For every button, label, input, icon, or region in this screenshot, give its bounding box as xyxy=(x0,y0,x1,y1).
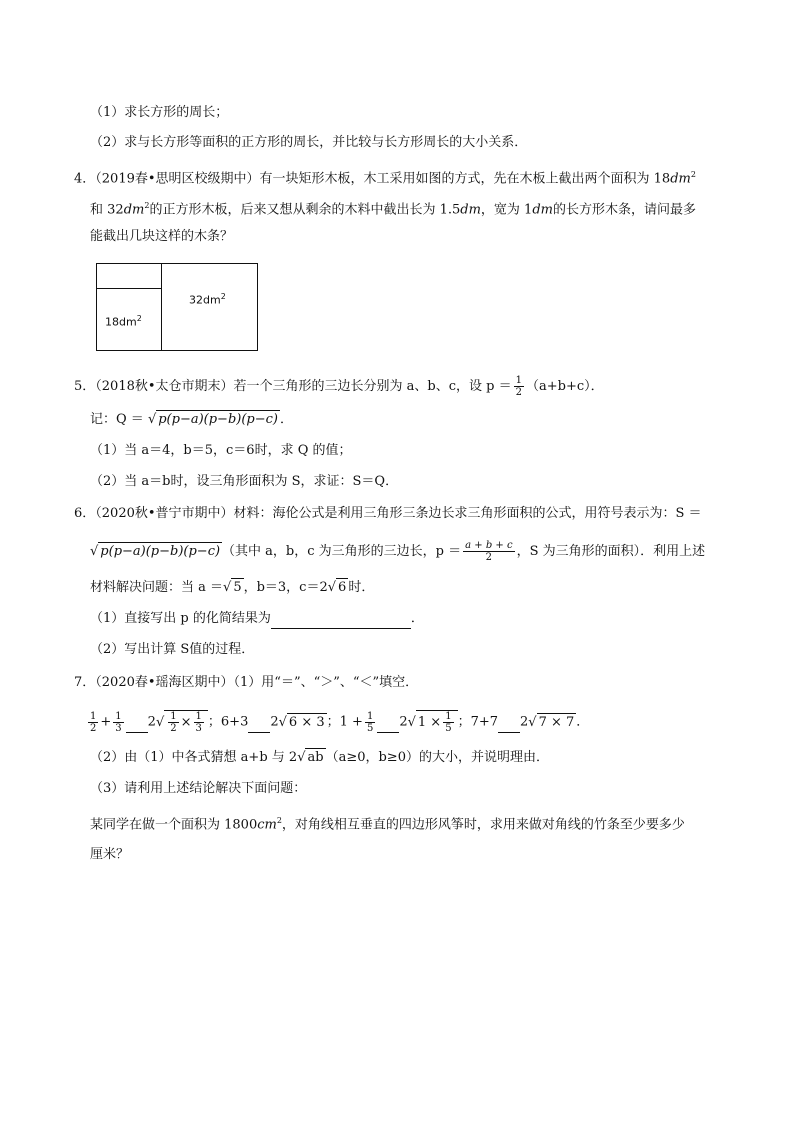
compare-blank-1[interactable] xyxy=(126,714,148,733)
fraction-half: $\frac{1}{2}$ xyxy=(515,375,522,398)
coef-2: 2 xyxy=(147,714,156,730)
sqrt-expr-4: √ 7 × 7 xyxy=(528,714,575,730)
q6-part1 xyxy=(90,610,424,629)
plus-sign: + xyxy=(100,714,112,730)
sqrt-expr-2: √ 6 × 3 xyxy=(278,714,325,730)
q4-text-d: ，宽为 1 xyxy=(480,202,533,218)
expr-4-left: 7+7 xyxy=(470,714,499,730)
q6-text-c: 材料解决问题：当 a ＝ xyxy=(90,580,224,595)
q6-text-e: 时． xyxy=(348,580,375,595)
q5-line2 xyxy=(90,410,293,429)
expr-2-left: 6+3 xyxy=(220,714,249,730)
q3-part2: （2）求与长方形等面积的正方形的周长，并比较与长方形周长的大小关系． xyxy=(90,135,528,150)
q4-text-b: 和 32 xyxy=(90,202,124,218)
q5-text-a: 5．（2018秋•太仓市期末）若一个三角形的三边长分别为 a、b、c，设 p ＝ xyxy=(74,379,512,394)
sqrt-expr-1: √ $\frac{1}{2}$ × $\frac{1}{3}$ xyxy=(156,710,208,734)
coef-2: 2 xyxy=(520,714,529,730)
unit-dm: dm xyxy=(532,202,553,218)
q5-text-b: （a+b+c）． xyxy=(525,379,604,394)
unit-dm: dm xyxy=(460,202,481,218)
sqrt-heron: √ p(p−a)(p−b)(p−c) xyxy=(90,544,221,559)
q7-problem-line2: 厘米？ xyxy=(90,847,130,862)
q5-text-d: ． xyxy=(279,412,293,427)
q7-problem-text-b: ，对角线相互垂直的四边形风筝时，求用来做对角线的竹条至少要多少 xyxy=(281,817,685,833)
q4-text-c: 的正方形木板，后来又想从剩余的木料中截出长为 1.5 xyxy=(149,202,461,218)
q5-part2: （2）当 a＝b时，设三角形面积为 S，求证：S＝Q． xyxy=(90,474,399,489)
q7-problem-text-a: 某同学在做一个面积为 1800 xyxy=(90,817,258,833)
q5-part1: （1）当 a＝4，b＝5，c＝6时，求 Q 的值； xyxy=(90,443,352,458)
q6-text-d: ，b＝3，c＝2 xyxy=(243,580,328,595)
q7-expressions xyxy=(86,710,589,734)
q7-part2 xyxy=(90,748,549,767)
q6-part2: （2）写出计算 S值的过程． xyxy=(90,642,255,657)
unit-dm: dm xyxy=(670,171,691,187)
sqrt-6: √ 6 xyxy=(327,580,347,595)
period: ． xyxy=(576,714,590,730)
divider-vertical xyxy=(161,264,162,350)
unit-dm: dm xyxy=(123,202,145,218)
q7-line1: 7．（2020春•瑶海区期中）（1）用“＝”、“＞”、“＜”填空． xyxy=(74,675,419,690)
coef-2: 2 xyxy=(399,714,408,730)
q6-line3 xyxy=(90,578,374,597)
compare-blank-2[interactable] xyxy=(248,714,270,733)
q7-part2-text-b: （a≥0，b≥0）的大小，并说明理由． xyxy=(325,750,549,765)
superscript: 2 xyxy=(690,170,696,179)
superscript: 2 xyxy=(144,201,150,210)
q4-text-e: 的长方形木条，请问最多 xyxy=(552,202,696,218)
q6-line1: 6．（2020秋•普宁市期中）材料：海伦公式是利用三角形三条边长求三角形面积的公式，用符号表示为：S ＝ xyxy=(74,506,702,521)
semicolon: ； xyxy=(457,714,471,730)
q7-problem-line1 xyxy=(90,812,685,834)
q6-part1-text: （1）直接写出 p 的化简结果为 xyxy=(90,611,271,626)
compare-blank-4[interactable] xyxy=(498,714,520,733)
q7-part2-text-a: （2）由（1）中各式猜想 a+b 与 2 xyxy=(90,750,298,765)
expr-3-left: 1 + xyxy=(339,714,363,730)
semicolon: ； xyxy=(326,714,340,730)
fraction-semi-perimeter: $\frac{a + b + c}{2}$ xyxy=(465,540,513,563)
sqrt-expr-3: √ 1 × $\frac{1}{5}$ xyxy=(408,710,458,734)
q3-part1: （1）求长方形的周长； xyxy=(90,105,229,120)
answer-blank[interactable] xyxy=(271,610,411,629)
sqrt-ab: √ ab xyxy=(297,750,324,765)
q7-part3: （3）请利用上述结论解决下面问题： xyxy=(90,781,307,796)
fraction: $\frac{1}{5}$ xyxy=(366,710,374,734)
q4-line3: 能截出几块这样的木条？ xyxy=(90,229,234,244)
q6-text-a: （其中 a，b，c 为三角形的三边长，p ＝ xyxy=(222,544,462,559)
divider-horizontal xyxy=(97,288,161,289)
q6-line2 xyxy=(90,540,705,563)
coef-2: 2 xyxy=(270,714,279,730)
board-diagram xyxy=(96,263,258,351)
q4-line1 xyxy=(74,166,696,188)
small-square-label: $18dm^2$ xyxy=(105,314,142,329)
sqrt-5: √ 5 xyxy=(223,580,242,595)
q6-text-b: ，S 为三角形的面积）．利用上述 xyxy=(516,544,706,559)
q5-text-c: 记：Q ＝ xyxy=(90,412,144,427)
sqrt-heron: √ p(p−a)(p−b)(p−c) xyxy=(147,412,278,427)
q5-line1 xyxy=(74,375,604,398)
unit-cm: cm xyxy=(257,817,277,833)
superscript: 2 xyxy=(276,816,282,825)
q4-text-a: 4．（2019春•思明区校级期中）有一块矩形木板，木工采用如图的方式，先在木板上截出两个面积为 18 xyxy=(74,171,671,187)
fraction: $\frac{1}{3}$ xyxy=(115,710,122,734)
q4-line2 xyxy=(90,197,696,219)
fraction: $\frac{1}{2}$ xyxy=(90,710,97,734)
q6-part1-end: ． xyxy=(410,611,424,626)
semicolon: ； xyxy=(207,714,221,730)
big-square-label: $32dm^2$ xyxy=(189,292,226,307)
compare-blank-3[interactable] xyxy=(377,714,399,733)
